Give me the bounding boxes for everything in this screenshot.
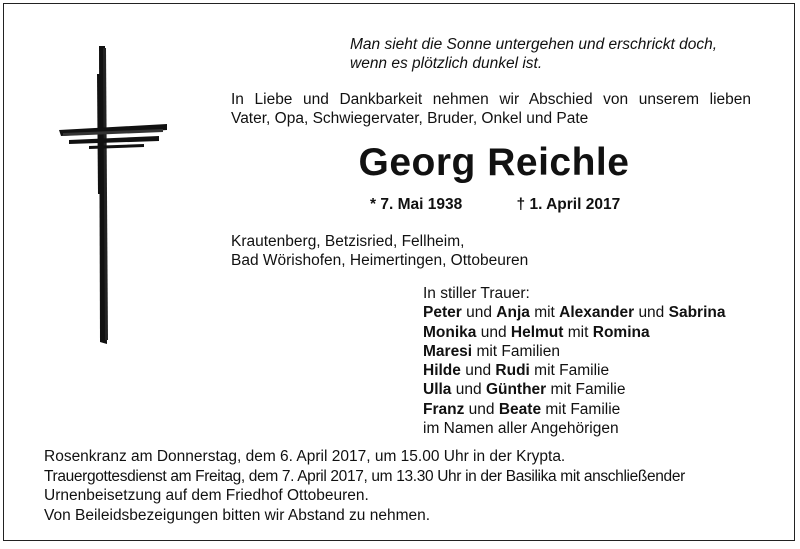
places-line: Bad Wörishofen, Heimertingen, Ottobeuren <box>231 252 529 269</box>
mourners-heading: In stiller Trauer: <box>423 285 530 302</box>
connector: mit Familie <box>545 400 621 418</box>
mourner-name: Ulla <box>423 381 452 399</box>
connector: mit Familien <box>476 342 560 360</box>
mourner-row <box>423 342 763 361</box>
obituary-notice <box>3 3 795 541</box>
quote <box>350 35 770 73</box>
birth-date: * 7. Mai 1938 <box>370 196 463 213</box>
footer-line: Trauergottesdienst am Freitag, dem 7. April 2017, um 13.30 Uhr in der Basilika mit anschließender <box>44 467 685 485</box>
death-date: † 1. April 2017 <box>516 196 621 213</box>
connector: und <box>455 381 482 399</box>
mourner-name: Rudi <box>495 362 530 380</box>
mourner-name: Anja <box>496 304 530 322</box>
service-details <box>44 447 764 525</box>
connector: und <box>466 304 492 322</box>
places-line: Krautenberg, Betzisried, Fellheim, <box>231 233 465 250</box>
mourner-name: Sabrina <box>668 304 726 322</box>
intro-line: Vater, Opa, Schwiegervater, Bruder, Onkel und Pate <box>231 110 589 127</box>
mourners-closing: im Namen aller Angehörigen <box>423 420 619 438</box>
mourner-name: Franz <box>423 400 465 418</box>
mourner-name: Peter <box>423 304 462 322</box>
mourner-name: Beate <box>498 400 542 418</box>
intro-line: In Liebe und Dankbarkeit nehmen wir Abschied von unserem lieben <box>231 91 751 108</box>
mourners-list <box>423 284 763 438</box>
deceased-name: Georg Reichle <box>358 141 630 184</box>
mourner-row <box>423 303 763 322</box>
quote-line: wenn es plötzlich dunkel ist. <box>350 55 543 72</box>
cross-icon <box>59 44 169 344</box>
mourner-name: Helmut <box>510 323 564 341</box>
connector: mit <box>567 323 589 341</box>
mourner-name: Romina <box>592 323 650 341</box>
connector: mit Familie <box>534 362 610 380</box>
footer-line: Urnenbeisetzung auf dem Friedhof Ottobeuren. <box>44 487 369 504</box>
footer-line: Von Beileidsbezeigungen bitten wir Abstand zu nehmen. <box>44 506 431 524</box>
life-dates <box>370 195 620 214</box>
intro-text <box>231 90 751 128</box>
connector: mit Familie <box>550 381 626 399</box>
mourner-name: Maresi <box>423 342 473 360</box>
mourner-name: Hilde <box>423 362 461 380</box>
connector: und <box>465 362 492 380</box>
connector: und <box>480 323 507 341</box>
mourner-name: Alexander <box>559 304 635 322</box>
mourner-row <box>423 361 763 380</box>
mourner-name: Günther <box>485 381 547 399</box>
connector: und <box>468 400 495 418</box>
mourner-row <box>423 380 763 399</box>
mourner-name: Monika <box>423 323 477 341</box>
places <box>231 232 631 270</box>
quote-line: Man sieht die Sonne untergehen und erschrickt doch, <box>350 36 718 53</box>
connector: und <box>638 304 665 322</box>
mourner-row <box>423 400 763 419</box>
footer-line: Rosenkranz am Donnerstag, dem 6. April 2017, um 15.00 Uhr in der Krypta. <box>44 448 566 465</box>
mourner-row <box>423 323 763 342</box>
connector: mit <box>534 304 555 322</box>
